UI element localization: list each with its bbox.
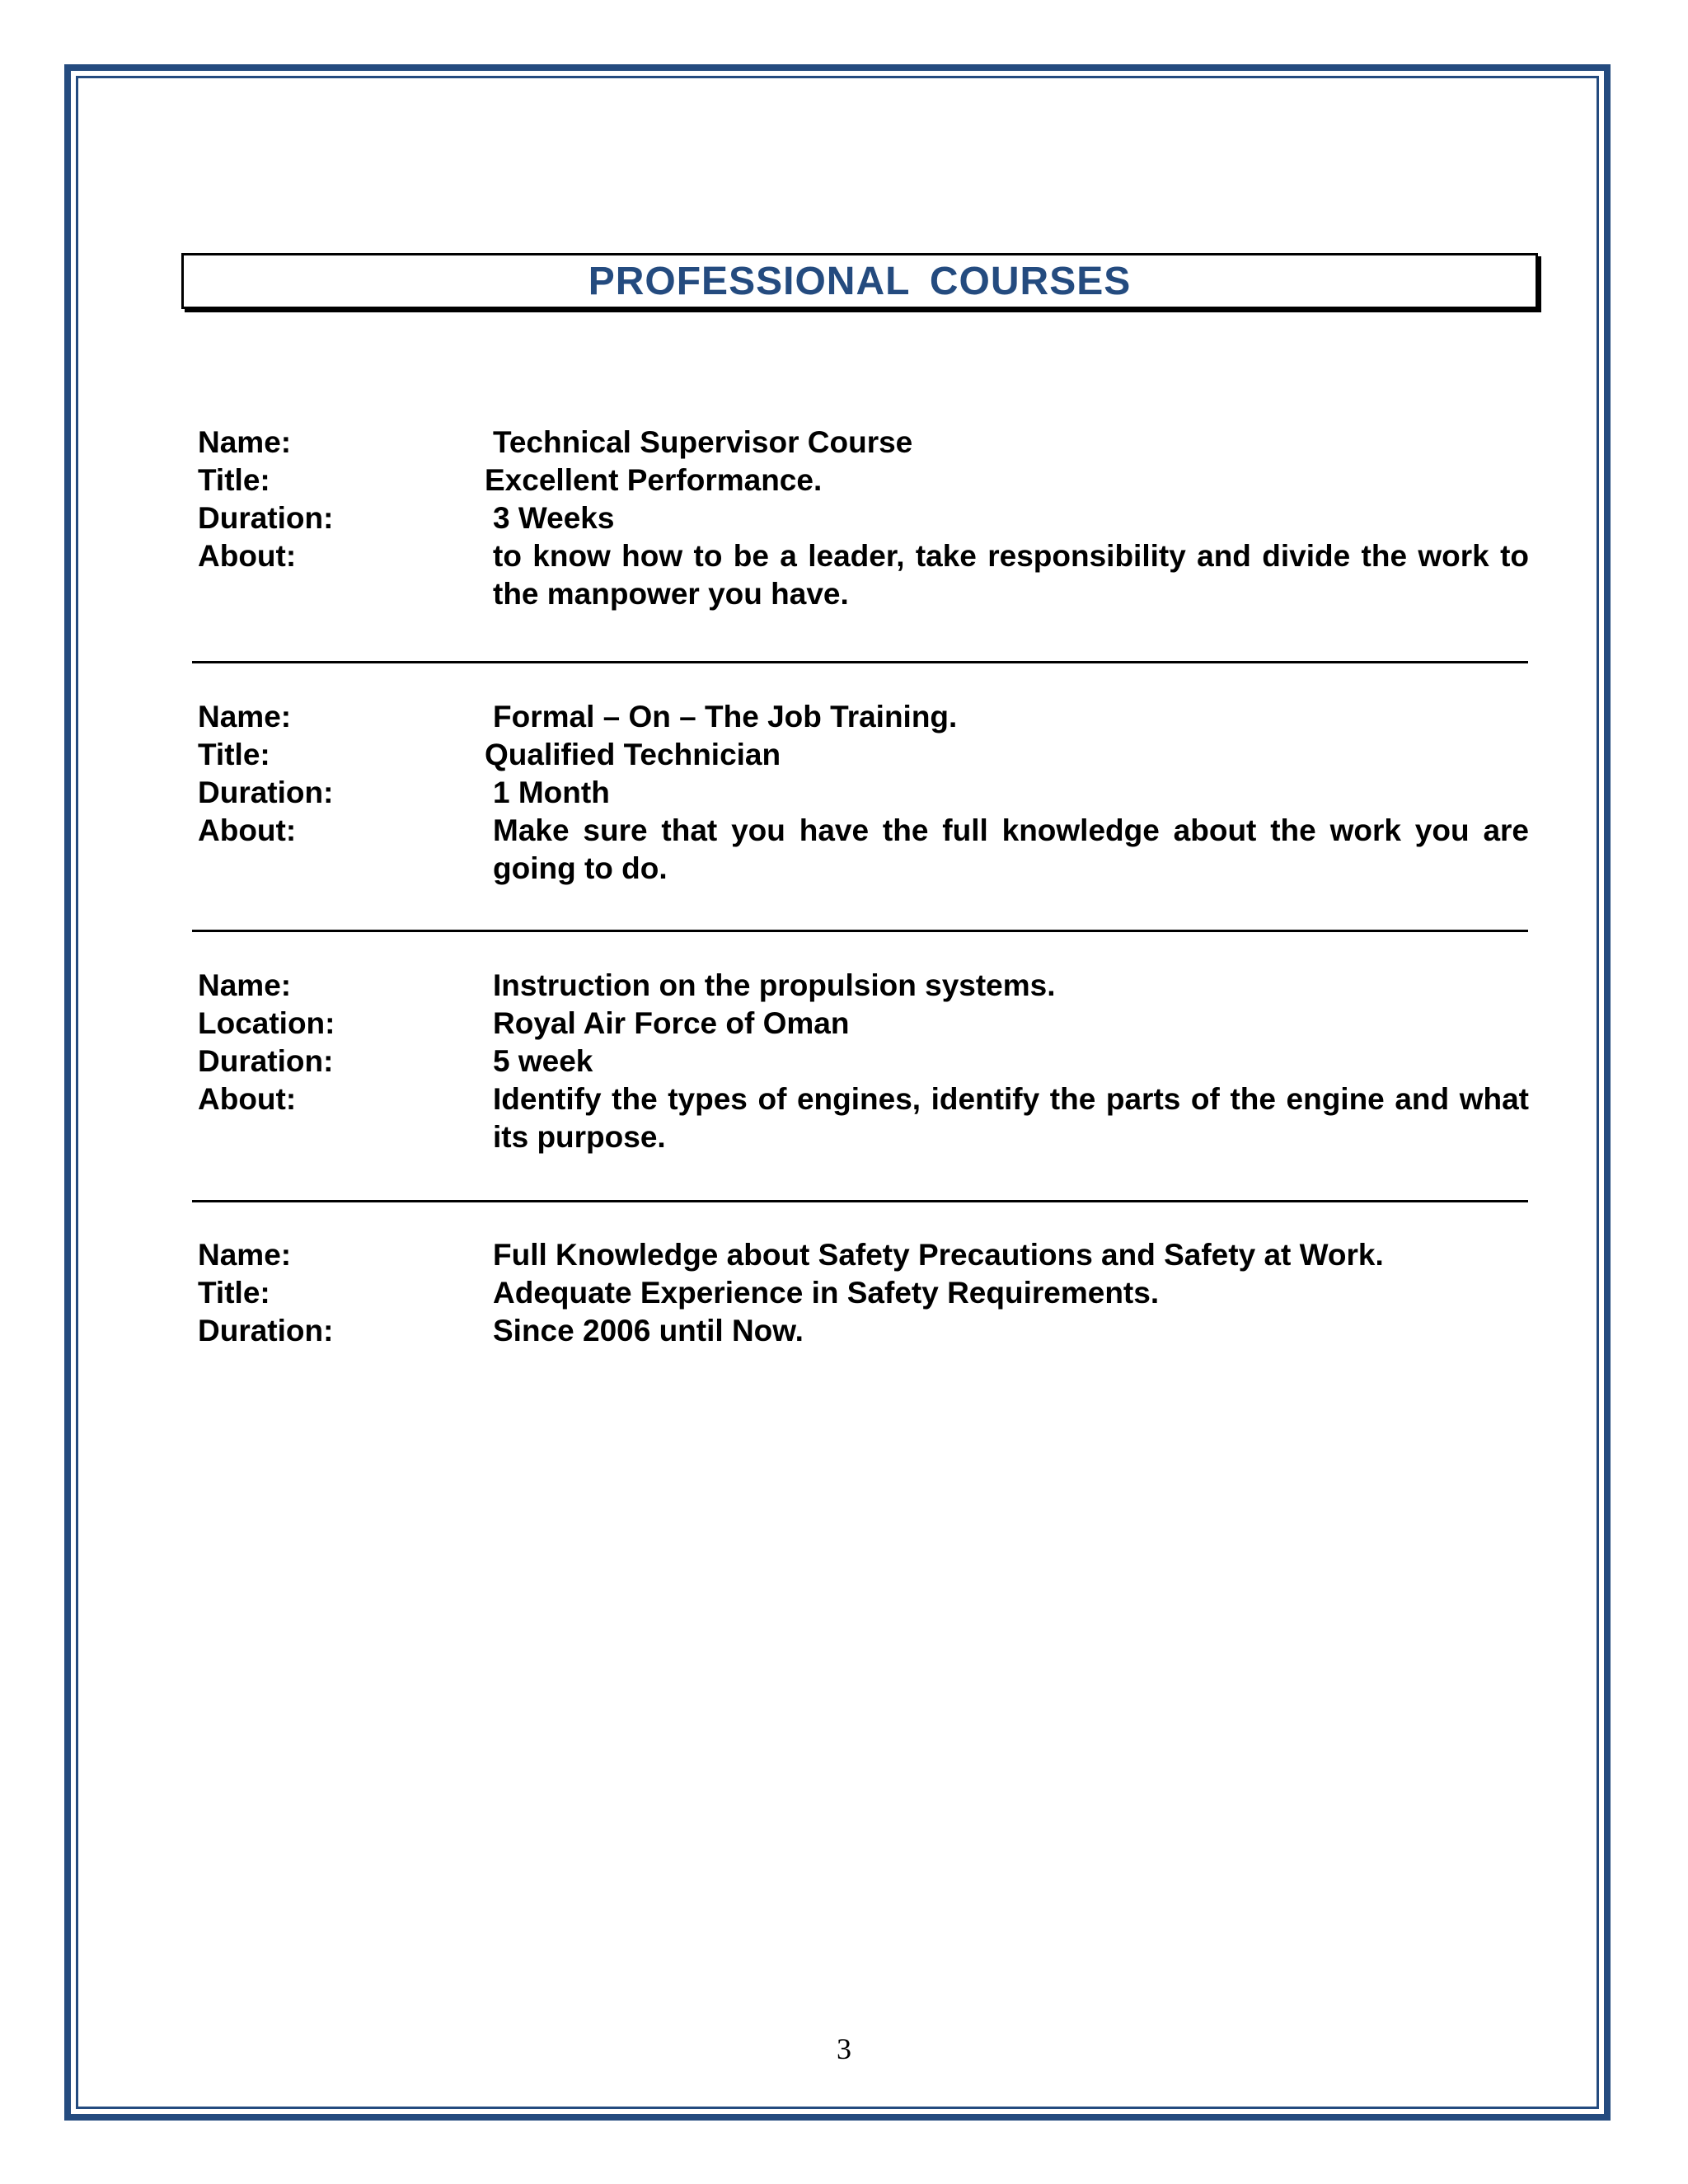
field-value: Since 2006 until Now. — [493, 1314, 804, 1347]
course-2-title-row — [198, 736, 1529, 774]
field-label: Name: — [198, 425, 292, 459]
field-value: Adequate Experience in Safety Requirements. — [493, 1276, 1160, 1310]
field-label: Title: — [198, 738, 270, 771]
field-value: Royal Air Force of Oman — [493, 1006, 850, 1040]
field-label: Name: — [198, 968, 292, 1002]
field-label: About: — [198, 539, 297, 573]
field-label: Duration: — [198, 501, 334, 535]
field-value: to know how to be a leader, take responsibility and divide the work to the manpower you have. — [493, 539, 1529, 611]
field-label: Duration: — [198, 776, 334, 809]
course-3-duration-row — [198, 1043, 1529, 1080]
course-1-name-row — [198, 424, 1529, 462]
field-value: Identify the types of engines, identify the parts of the engine and what its purpose. — [493, 1082, 1529, 1154]
field-value: Formal – On – The Job Training. — [493, 700, 958, 733]
field-label: Title: — [198, 1276, 270, 1310]
section-divider — [192, 661, 1528, 663]
field-value: Qualified Technician — [485, 738, 781, 771]
field-value: 3 Weeks — [493, 501, 615, 535]
course-3-name-row — [198, 967, 1529, 1005]
field-label: Title: — [198, 463, 270, 497]
field-value: Technical Supervisor Course — [493, 425, 913, 459]
field-value: Make sure that you have the full knowledge about the work you are going to do. — [493, 813, 1529, 885]
field-label: About: — [198, 1082, 297, 1116]
field-label: Name: — [198, 700, 292, 733]
field-value: Excellent Performance. — [485, 463, 823, 497]
course-1-about-row — [198, 537, 1529, 613]
course-2-name-row — [198, 698, 1529, 736]
course-4-name-row — [198, 1236, 1529, 1274]
field-label: About: — [198, 813, 297, 847]
course-entry-4 — [198, 1236, 1529, 1350]
course-2-duration-row — [198, 774, 1529, 812]
course-1-duration-row — [198, 499, 1529, 537]
course-entry-3 — [198, 967, 1529, 1156]
course-entry-1 — [198, 424, 1529, 613]
field-value: Instruction on the propulsion systems. — [493, 968, 1056, 1002]
section-heading: PROFESSIONAL COURSES — [588, 259, 1132, 303]
section-heading-box — [181, 253, 1538, 309]
field-value: 5 week — [493, 1044, 593, 1078]
section-divider — [192, 930, 1528, 932]
course-1-title-row — [198, 462, 1529, 499]
course-3-about-row — [198, 1080, 1529, 1156]
section-divider — [192, 1200, 1528, 1202]
course-entry-2 — [198, 698, 1529, 888]
field-value: Full Knowledge about Safety Precautions and Safety at Work. — [493, 1238, 1384, 1272]
course-4-duration-row — [198, 1312, 1529, 1350]
field-label: Name: — [198, 1238, 292, 1272]
field-label: Location: — [198, 1006, 335, 1040]
field-label: Duration: — [198, 1314, 334, 1347]
field-label: Duration: — [198, 1044, 334, 1078]
course-2-about-row — [198, 812, 1529, 888]
page-number: 3 — [837, 2032, 851, 2065]
course-4-title-row — [198, 1274, 1529, 1312]
course-3-location-row — [198, 1005, 1529, 1043]
field-value: 1 Month — [493, 776, 610, 809]
